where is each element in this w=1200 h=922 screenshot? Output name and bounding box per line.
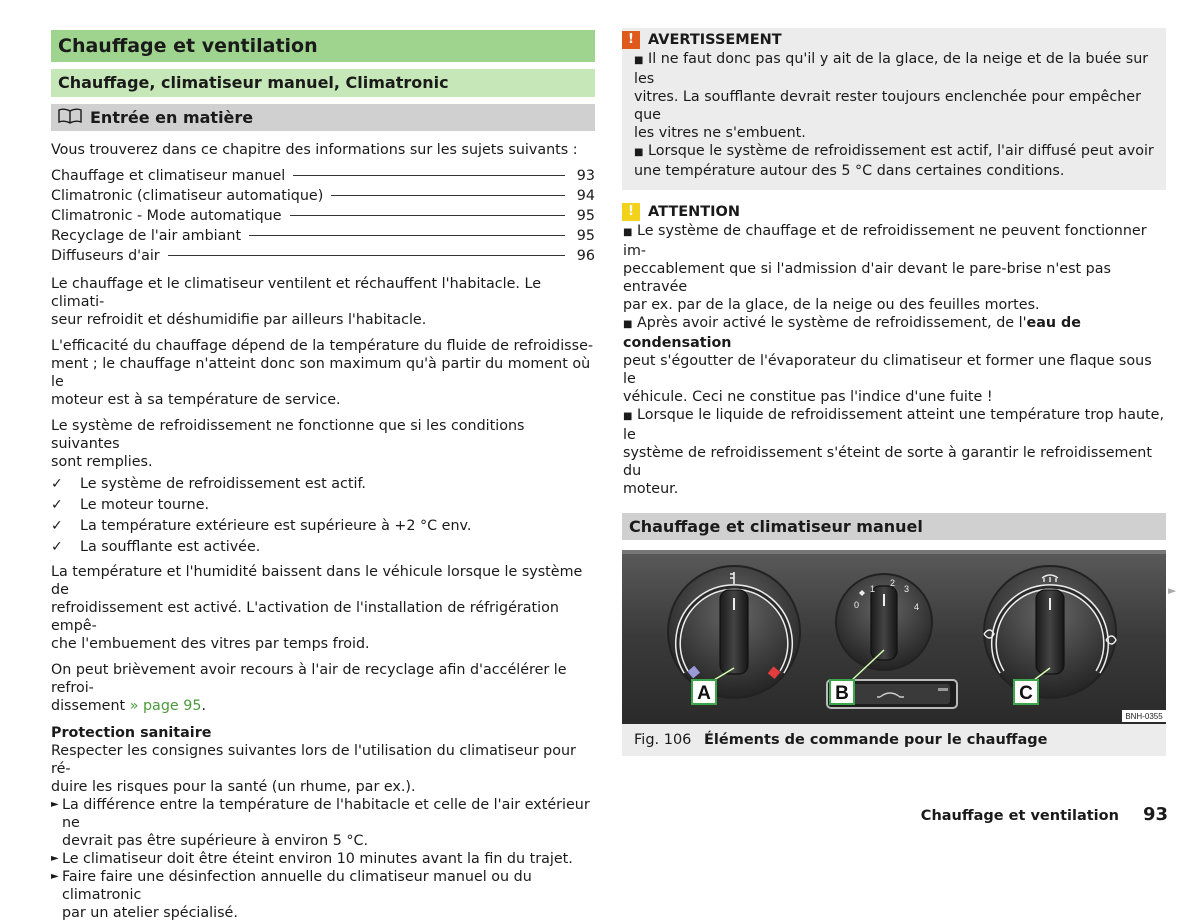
page-number: 93 xyxy=(1142,804,1168,825)
book-icon xyxy=(58,108,82,128)
warning-box xyxy=(622,28,1166,190)
toc-label: Climatronic (climatiseur automatique) xyxy=(51,188,324,204)
paragraph: On peut brièvement avoir recours à l'air de recyclage afin d'accélérer le refroi- dissement » page 95. xyxy=(51,662,567,714)
list-item: ► La différence entre la température de l'habitacle et celle de l'air extérieur ne devrait pas être supérieure à environ 5 °C. xyxy=(51,797,590,849)
svg-text:C: C xyxy=(1019,683,1033,704)
list-item: ► Le climatiseur doit être éteint environ 10 minutes avant la fin du trajet. xyxy=(51,851,573,867)
attention-text: ■ Le système de chauffage et de refroidissement ne peuvent fonctionner im- peccablement que si l'admission d'air devant le pare-brise n'est pas entravée par ex. par de la glace, de la neige ou des feuilles mortes. ■ Après avoir activé le système de refroidissement, de l'eau de condensation peut s'égoutter de l'évaporateur du climatiseur et former une flaque sous le véhicule. Ceci ne constitue pas l'indice d'une fuite ! ■ Lorsque le liquide de refroidissement atteint une température trop haute, le système de refroidissement s'éteint de sorte à garantir le refroidissement du moteur. xyxy=(623,223,1165,497)
protection-title: Protection sanitaire xyxy=(51,725,212,741)
toc-page: 94 xyxy=(576,188,595,204)
subsection-heading xyxy=(51,104,595,131)
svg-text:B: B xyxy=(835,683,849,704)
subsection-heading-manual: Chauffage et climatiseur manuel xyxy=(622,513,1166,540)
page-link[interactable]: » page 95 xyxy=(129,698,202,714)
paragraph: L'efficacité du chauffage dépend de la température du fluide de refroidisse- ment ; le chauffage n'atteint donc son maximum qu'à partir du moment où le moteur est à sa température de service. xyxy=(51,338,594,408)
bullet-icon: ■ xyxy=(623,319,633,330)
list-item: ✓ Le système de refroidissement est actif. xyxy=(51,475,366,492)
right-column xyxy=(622,28,1166,756)
check-icon: ✓ xyxy=(51,475,63,492)
page-footer xyxy=(921,806,1168,825)
paragraph: Le système de refroidissement ne fonctionne que si les conditions suivantes sont remplies. xyxy=(51,418,525,470)
figure-code: BNH-0355 xyxy=(1125,712,1163,721)
left-column xyxy=(51,30,595,922)
attention-icon: ! xyxy=(622,203,640,221)
callout-a xyxy=(692,680,716,704)
control-panel-illustration xyxy=(622,550,1166,724)
bullet-icon: ■ xyxy=(623,227,633,238)
section-heading: Chauffage, climatiseur manuel, Climatronic xyxy=(51,69,595,97)
toc-page: 95 xyxy=(576,228,595,244)
toc-label: Chauffage et climatiseur manuel xyxy=(51,168,286,184)
svg-text:3: 3 xyxy=(904,584,910,594)
list-item: ✓ La température extérieure est supérieure à +2 °C env. xyxy=(51,517,472,534)
footer-title: Chauffage et ventilation xyxy=(920,808,1119,824)
warning-header xyxy=(622,30,1154,50)
paragraph: Le chauffage et le climatiseur ventilent et réchauffent l'habitacle. Le climati- seur refroidit et déshumidifie par ailleurs l'habitacle. xyxy=(51,276,542,328)
toc-item[interactable] xyxy=(51,187,595,207)
bullet-icon: ■ xyxy=(623,411,633,422)
attention-title: ATTENTION xyxy=(648,204,740,220)
heating-controls-figure xyxy=(622,550,1166,724)
paragraph: La température et l'humidité baissent dans le véhicule lorsque le système de refroidissement est activé. L'activation de l'installation de réfrigération empê- che l'embuement des vitres par temps froid. xyxy=(51,564,583,652)
toc-page: 93 xyxy=(576,168,595,184)
toc-label: Diffuseurs d'air xyxy=(51,248,160,264)
arrow-icon: ► xyxy=(51,871,59,882)
subsection-title: Entrée en matière xyxy=(90,108,254,127)
list-item: ✓ Le moteur tourne. xyxy=(51,496,210,513)
next-page-arrow-icon[interactable]: ► xyxy=(1168,584,1177,597)
toc-item[interactable] xyxy=(51,167,595,187)
toc-label: Climatronic - Mode automatique xyxy=(51,208,282,224)
figure-caption xyxy=(622,724,1166,756)
toc-item[interactable] xyxy=(51,207,595,227)
bullet-icon: ■ xyxy=(634,147,644,158)
chapter-heading: Chauffage et ventilation xyxy=(51,30,595,62)
arrow-icon: ► xyxy=(51,799,59,810)
toc-item[interactable] xyxy=(51,227,595,247)
callout-b xyxy=(830,680,854,704)
list-item: ✓ La soufflante est activée. xyxy=(51,538,261,555)
toc-item[interactable] xyxy=(51,247,595,267)
list-item: ► Faire faire une désinfection annuelle du climatiseur manuel ou du climatronic par un atelier spécialisé. xyxy=(51,869,532,921)
svg-text:2: 2 xyxy=(890,578,896,588)
toc-label: Recyclage de l'air ambiant xyxy=(51,228,242,244)
toc-page: 95 xyxy=(576,208,595,224)
svg-text:1: 1 xyxy=(870,584,876,594)
figure-number: Fig. 106 xyxy=(634,732,692,748)
toc-page: 96 xyxy=(576,248,595,264)
temperature-dial xyxy=(668,566,800,698)
check-icon: ✓ xyxy=(51,496,63,513)
check-icon: ✓ xyxy=(51,538,63,555)
warning-icon: ! xyxy=(622,31,640,49)
intro-text: Vous trouverez dans ce chapitre des informations sur les sujets suivants : xyxy=(51,142,578,158)
warning-text: ■ Il ne faut donc pas qu'il y ait de la glace, de la neige et de la buée sur les vitres. La soufflante devrait rester toujours enclenchée pour empêcher que les vitres ne s'embuent. ■ Lorsque le système de refroidissement est actif, l'air diffusé peut avoir une température autour des 5 °C dans certaines conditions. xyxy=(634,51,1154,179)
condition-list xyxy=(51,473,595,557)
air-distribution-dial xyxy=(984,566,1116,698)
figure-title: Éléments de commande pour le chauffage xyxy=(704,732,1048,748)
callout-c xyxy=(1014,680,1038,704)
svg-text:0: 0 xyxy=(854,600,860,610)
bullet-icon: ■ xyxy=(634,55,644,66)
arrow-icon: ► xyxy=(51,853,59,864)
check-icon: ✓ xyxy=(51,517,63,534)
advice-list xyxy=(51,796,595,922)
fan-dial xyxy=(836,574,932,670)
attention-box xyxy=(622,202,1166,498)
svg-text:A: A xyxy=(697,683,711,704)
table-of-contents xyxy=(51,167,595,267)
svg-text:4: 4 xyxy=(914,602,920,612)
attention-header xyxy=(622,202,1166,222)
paragraph: Respecter les consignes suivantes lors de l'utilisation du climatiseur pour ré- duire les risques pour la santé (un rhume, par ex.). xyxy=(51,743,576,795)
warning-title: AVERTISSEMENT xyxy=(648,32,782,48)
